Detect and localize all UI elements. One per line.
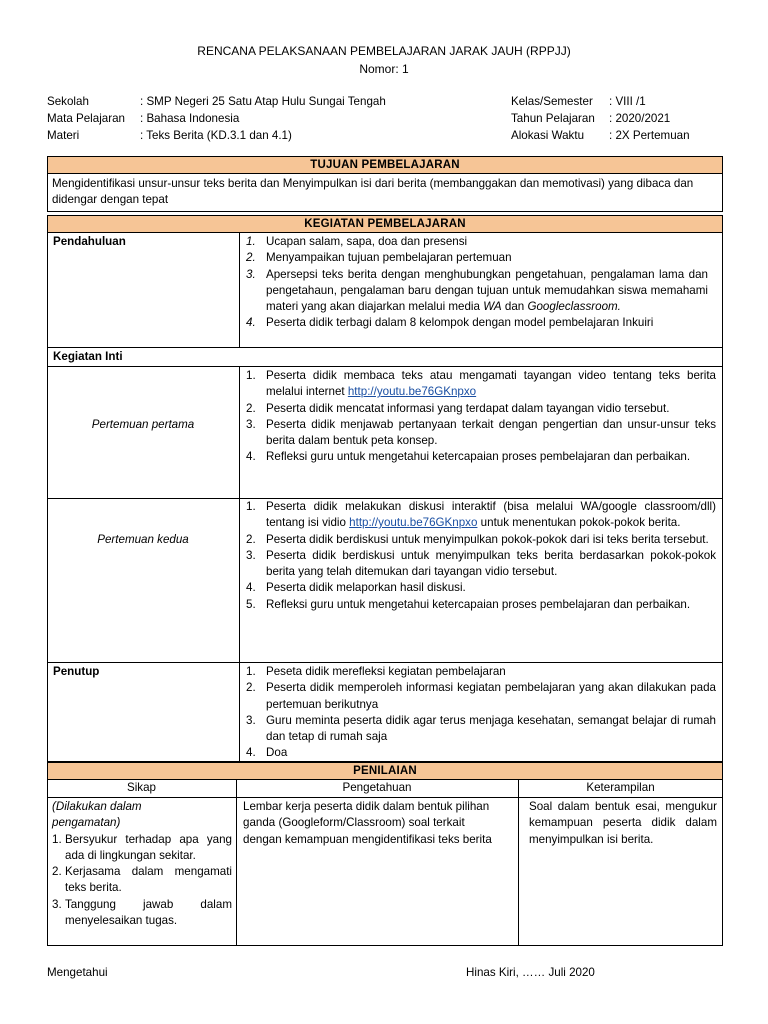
list-item: Peserta didik terbagi dalam 8 kelompok dengan model pembelajaran Inkuiri (266, 316, 654, 330)
meta-value: : VIII /1 (609, 95, 646, 108)
list-item: Refleksi guru untuk mengetahui ketercapaian proses pembelajaran dan perbaikan. (266, 597, 691, 611)
pengetahuan-cell: Lembar kerja peserta didik dalam bentuk pilihan ganda (Googleform/Classroom) soal terkait dengan kemampuan mengidentifikasi teks berita (243, 800, 492, 846)
keterampilan-cell: Soal dalam bentuk esai, mengukur kemampuan peserta didik dalam menyimpulkan isi berita. (529, 800, 717, 846)
list-item: Bersyukur terhadap apa yang ada di lingkungan sekitar. (65, 832, 232, 862)
list-item-conj: dan (504, 300, 525, 314)
column-divider (239, 232, 240, 347)
kegiatan-inti-label: Kegiatan Inti (53, 350, 123, 363)
divider (47, 232, 723, 233)
column-divider (518, 779, 519, 946)
pertemuan-kedua-list: 1. Peserta didik melakukan diskusi interaktif (bisa melalui WA/google classroom/dll) tentang isi vidio http://youtu.be76GKnpxo untuk menentukan pokok-pokok berita. 2. Peserta didik berdiskusi untuk menyimpulkan pokok-pokok dari isi teks berita tersebut. 3. Peserta didik berdiskusi untuk menyimpulkan teks berita berdasarkan pokok-pokok berita yang telah ditemukan dari tayangan vidio tersebut. 4. Peserta didik melaporkan hasil diskusi. 5. Refleksi guru untuk mengetahui ketercapaian proses pembelajaran dan perbaikan. (246, 500, 716, 611)
list-item: Kerjasama dalam mengamati teks berita. (65, 865, 232, 895)
list-item: Refleksi guru untuk mengetahui ketercapaian proses pembelajaran dan perbaikan. (266, 450, 691, 464)
meta-label: Sekolah (47, 95, 89, 108)
column-header-pengetahuan: Pengetahuan (342, 781, 412, 794)
pertemuan-pertama-list: 1. Peserta didik membaca teks atau mengamati tayangan video tentang teks berita melalui internet http://youtu.be76GKnpxo 2. Peserta didik mencatat informasi yang terdapat dalam tayangan vidio tersebut. 3. Peserta didik menjawab pertanyaan terkait dengan pengertian dan unsur-unsur teks berita dalam bentuk peta konsep. 4. Refleksi guru untuk mengetahui ketercapaian proses pembelajaran dan perbaikan. (246, 369, 716, 464)
list-item: untuk menentukan pokok-pokok berita. (480, 516, 681, 530)
list-item: Guru meminta peserta didik agar terus menjaga kesehatan, semangat belajar di rumah dan tetap di rumah saja (266, 713, 716, 744)
list-item: Peserta didik memperoleh informasi kegiatan pembelajaran yang akan dilakukan pada pertemuan berikutnya (266, 681, 716, 711)
video-link[interactable]: http://youtu.be76GKnpxo (349, 516, 478, 530)
list-item: Peserta didik berdiskusi untuk menyimpulkan pokok-pokok dari isi teks berita tersebut. (266, 532, 709, 546)
column-header-sikap: Sikap (126, 781, 156, 794)
meta-label: Tahun Pelajaran (511, 112, 595, 125)
meta-label: Kelas/Semester (511, 95, 593, 108)
meta-label: Mata Pelajaran (47, 112, 125, 125)
penilaian-heading: PENILAIAN (48, 763, 722, 779)
meta-value: : 2020/2021 (609, 112, 671, 125)
pendahuluan-list: 1. Ucapan salam, sapa, doa dan presensi 2. Menyampaikan tujuan pembelajaran pertemuan 3. Apersepsi teks berita dengan menghubungkan pengetahuan, pengalaman lama dan pengetahaun, pengalaman baru dengan tujuan untuk memudahkan siswa memahami materi yang akan diajarkan melalui media WA dan Googleclassroom. 4. Peserta didik terbagi dalam 8 kelompok dengan model pembelajaran Inkuiri (246, 235, 708, 330)
meta-value: : 2X Pertemuan (609, 129, 690, 142)
meta-label: Alokasi Waktu (511, 129, 585, 142)
column-divider (236, 779, 237, 946)
list-item-media: WA (483, 300, 502, 314)
kegiatan-heading: KEGIATAN PEMBELAJARAN (48, 216, 722, 232)
divider (47, 173, 723, 174)
pertemuan-pertama-label: Pertemuan pertama (91, 418, 195, 431)
divider (47, 366, 723, 367)
document-title: RENCANA PELAKSANAAN PEMBELAJARAN JARAK JAUH (RPPJJ) (197, 44, 571, 58)
penutup-label: Penutup (53, 665, 100, 678)
meta-left (47, 93, 386, 144)
tujuan-text: Mengidentifikasi unsur-unsur teks berita dan Menyimpulkan isi dari berita (membanggakan dan memotivasi) yang dibaca dan didengar dengan tepat (52, 177, 694, 207)
list-item: Peserta didik mencatat informasi yang terdapat dalam tayangan vidio tersebut. (266, 401, 670, 415)
meta-value: : SMP Negeri 25 Satu Atap Hulu Sungai Tengah (140, 95, 386, 108)
meta-right (511, 93, 690, 144)
footer-place-date: Hinas Kiri, …… Juli 2020 (466, 966, 595, 979)
list-item: Peseta didik merefleksi kegiatan pembelajaran (266, 665, 506, 678)
list-item: Peserta didik membaca teks atau mengamati tayangan video tentang teks berita melalui internet (266, 369, 716, 399)
list-item: Peserta didik menjawab pertanyaan terkait dengan pengertian dan unsur-unsur teks berita dalam bentuk peta konsep. (266, 417, 716, 448)
tujuan-heading: TUJUAN PEMBELAJARAN (48, 157, 722, 173)
footer-mengetahui: Mengetahui (47, 966, 108, 979)
list-item: Menyampaikan tujuan pembelajaran pertemuan (266, 251, 512, 265)
list-item: Ucapan salam, sapa, doa dan presensi (266, 235, 468, 248)
meta-value: : Bahasa Indonesia (140, 112, 240, 125)
meta-value: : Teks Berita (KD.3.1 dan 4.1) (140, 129, 292, 142)
sikap-intro: (Dilakukan dalam pengamatan) (52, 800, 142, 830)
list-item: Peserta didik berdiskusi untuk menyimpulkan teks berita berdasarkan pokok-pokok berita yang telah ditemukan dari tayangan vidio tersebut. (266, 548, 716, 579)
list-item: Tanggung jawab dalam menyelesaikan tugas. (65, 897, 232, 928)
pertemuan-kedua-label: Pertemuan kedua (97, 533, 189, 546)
column-divider (239, 366, 240, 762)
divider (47, 347, 723, 348)
document-number: Nomor: 1 (359, 62, 409, 76)
list-item: Peserta didik melakukan diskusi interaktif (bisa melalui WA/google classroom/dll) tentang isi vidio (266, 500, 716, 530)
list-item: Doa (266, 746, 288, 760)
divider (47, 662, 723, 663)
list-item-media: Googleclassroom. (527, 300, 621, 314)
meta-label: Materi (47, 129, 80, 142)
sikap-cell: (Dilakukan dalam pengamatan) 1. Bersyukur terhadap apa yang ada di lingkungan sekitar. 2. Kerjasama dalam mengamati teks berita. 3. Tanggung jawab dalam menyelesaikan tugas. (52, 800, 232, 928)
list-item: Peserta didik melaporkan hasil diskusi. (266, 581, 466, 595)
list-item: Apersepsi teks berita dengan menghubungkan pengetahuan, pengalaman lama dan pengetahaun, pengalaman baru dengan tujuan untuk memudahkan siswa memahami materi yang akan diajarkan melalui media (266, 267, 708, 314)
penutup-list: 1. Peseta didik merefleksi kegiatan pembelajaran 2. Peserta didik memperoleh informasi kegiatan pembelajaran yang akan dilakukan pada pertemuan berikutnya 3. Guru meminta peserta didik agar terus menjaga kesehatan, semangat belajar di rumah dan tetap di rumah saja 4. Doa (246, 665, 716, 760)
video-link[interactable]: http://youtu.be76GKnpxo (347, 385, 477, 399)
column-header-keterampilan: Keterampilan (586, 781, 655, 794)
divider (47, 797, 723, 798)
pendahuluan-label: Pendahuluan (53, 235, 126, 248)
